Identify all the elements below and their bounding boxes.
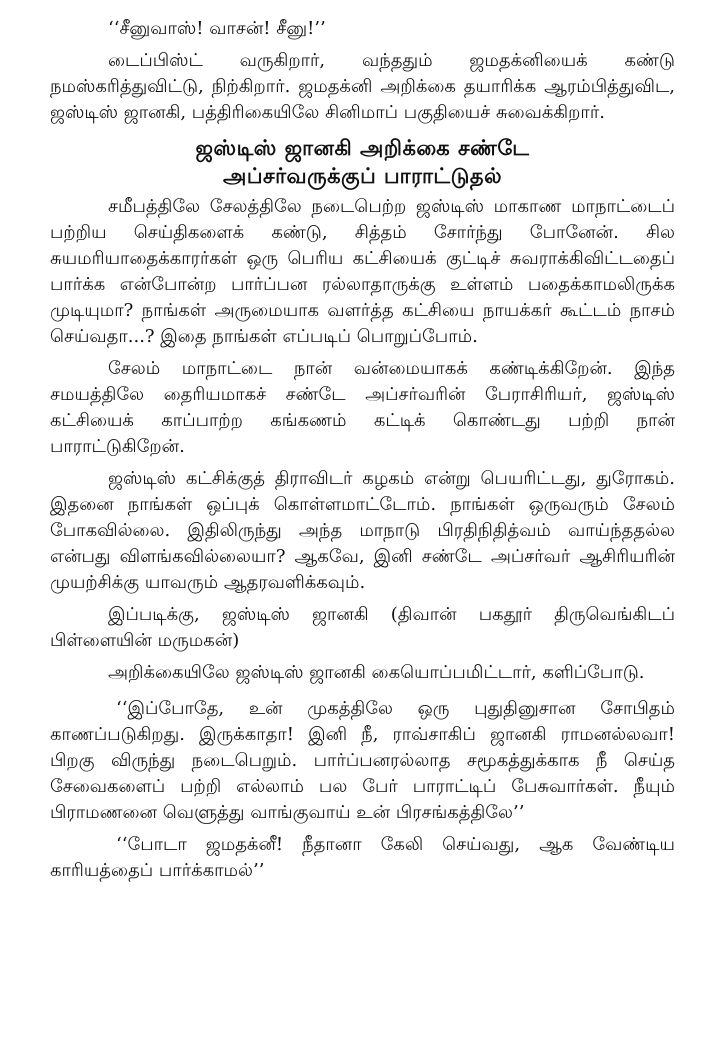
dialogue-reply: ‘‘போடா ஜமதக்னீ! நீதானா கேலி செய்வது, ஆக வேண்டிய காரியத்தைப் பார்க்காமல்’’ (50, 834, 675, 881)
statement-paragraph-3: ஜஸ்டிஸ் கட்சிக்குத் திராவிடர் கழகம் என்று பெயரிட்டது, துரோகம். இதனை நாங்கள் ஒப்புக் கொள்ளமாட்டோம். நாங்கள் ஒருவரும் சேலம் போகவில்லை. இதிலிருந்து அந்த மாநாடு பிரதிநிதித்வம் வாய்ந்ததல்ல என்பது விளங்கவில்லையா? ஆகவே, இனி சண்டே அப்சர்வர் ஆசிரியரின் முயற்சிக்கு யாவரும் ஆதரவளிக்கவும். (50, 468, 675, 593)
dialogue-opening: ‘‘சீனுவாஸ்! வாசன்! சீனு!’’ (108, 18, 326, 39)
statement-heading (50, 134, 675, 190)
typist-paragraph: டைப்பிஸ்ட் வருகிறார், வந்ததும் ஜமதக்னியைக் கண்டு நமஸ்கரித்துவிட்டு, நிற்கிறார். ஜமதக்னி அறிக்கை தயாரிக்க ஆரம்பித்துவிட, ஜஸ்டிஸ் ஜானகி, பத்திரிகையிலே சினிமாப் பகுதியைச் சுவைக்கிறார். (50, 50, 675, 123)
statement-paragraph-2: சேலம் மாநாட்டை நான் வன்மையாகக் கண்டிக்கிறேன். இந்த சமயத்திலே தைரியமாகச் சண்டே அப்சர்வரின் பேராசிரியர், ஜஸ்டிஸ் கட்சியைக் காப்பாற்ற கங்கணம் கட்டிக் கொண்டது பற்றி நான் பாராட்டுகிறேன். (50, 358, 675, 457)
stage-direction: அறிக்கையிலே ஜஸ்டிஸ் ஜானகி கையொப்பமிட்டார், களிப்போடு. (108, 662, 645, 683)
statement-paragraph-1: சமீபத்திலே சேலத்திலே நடைபெற்ற ஜஸ்டிஸ் மாகாண மாநாட்டைப் பற்றிய செய்திகளைக் கண்டு, சித்தம் சோர்ந்து போனேன். சில சுயமரியாதைக்காரர்கள் ஒரு பெரிய கட்சியைக் குட்டிச் சுவராக்கிவிட்டதைப் பார்க்க என்போன்ற பார்ப்பன ரல்லாதாருக்கு உள்ளம் பதைக்காமலிருக்க முடியுமா? நாங்கள் அருமையாக வளர்த்த கட்சியை நாயக்கர் கூட்டம் நாசம் செய்வதா...? இதை நாங்கள் எப்படிப் பொறுப்போம். (50, 196, 675, 347)
heading-line-1: ஜஸ்டிஸ் ஜானகி அறிக்கை சண்டே (195, 136, 530, 160)
dialogue-praise: ‘‘இப்போதே, உன் முகத்திலே ஒரு புதுதினுசான சோபிதம் காணப்படுகிறது. இருக்காதா! இனி நீ, ராவ்சாகிப் ஜானகி ராமனல்லவா! பிறகு விருந்து நடைபெறும். பார்ப்பனரல்லாத சமூகத்துக்காக நீ செய்த சேவைகளைப் பற்றி எல்லாம் பல பேர் பாராட்டிப் பேசுவார்கள். நீயும் பிராமணனை வெளுத்து வாங்குவாய் உன் பிரசங்கத்திலே’’ (50, 698, 675, 823)
heading-line-2: அப்சர்வருக்குப் பாராட்டுதல் (222, 164, 503, 188)
statement-signature: இப்படிக்கு, ஜஸ்டிஸ் ஜானகி (திவான் பகதூர் திருவெங்கிடப் பிள்ளையின் மருமகன்) (50, 604, 675, 651)
